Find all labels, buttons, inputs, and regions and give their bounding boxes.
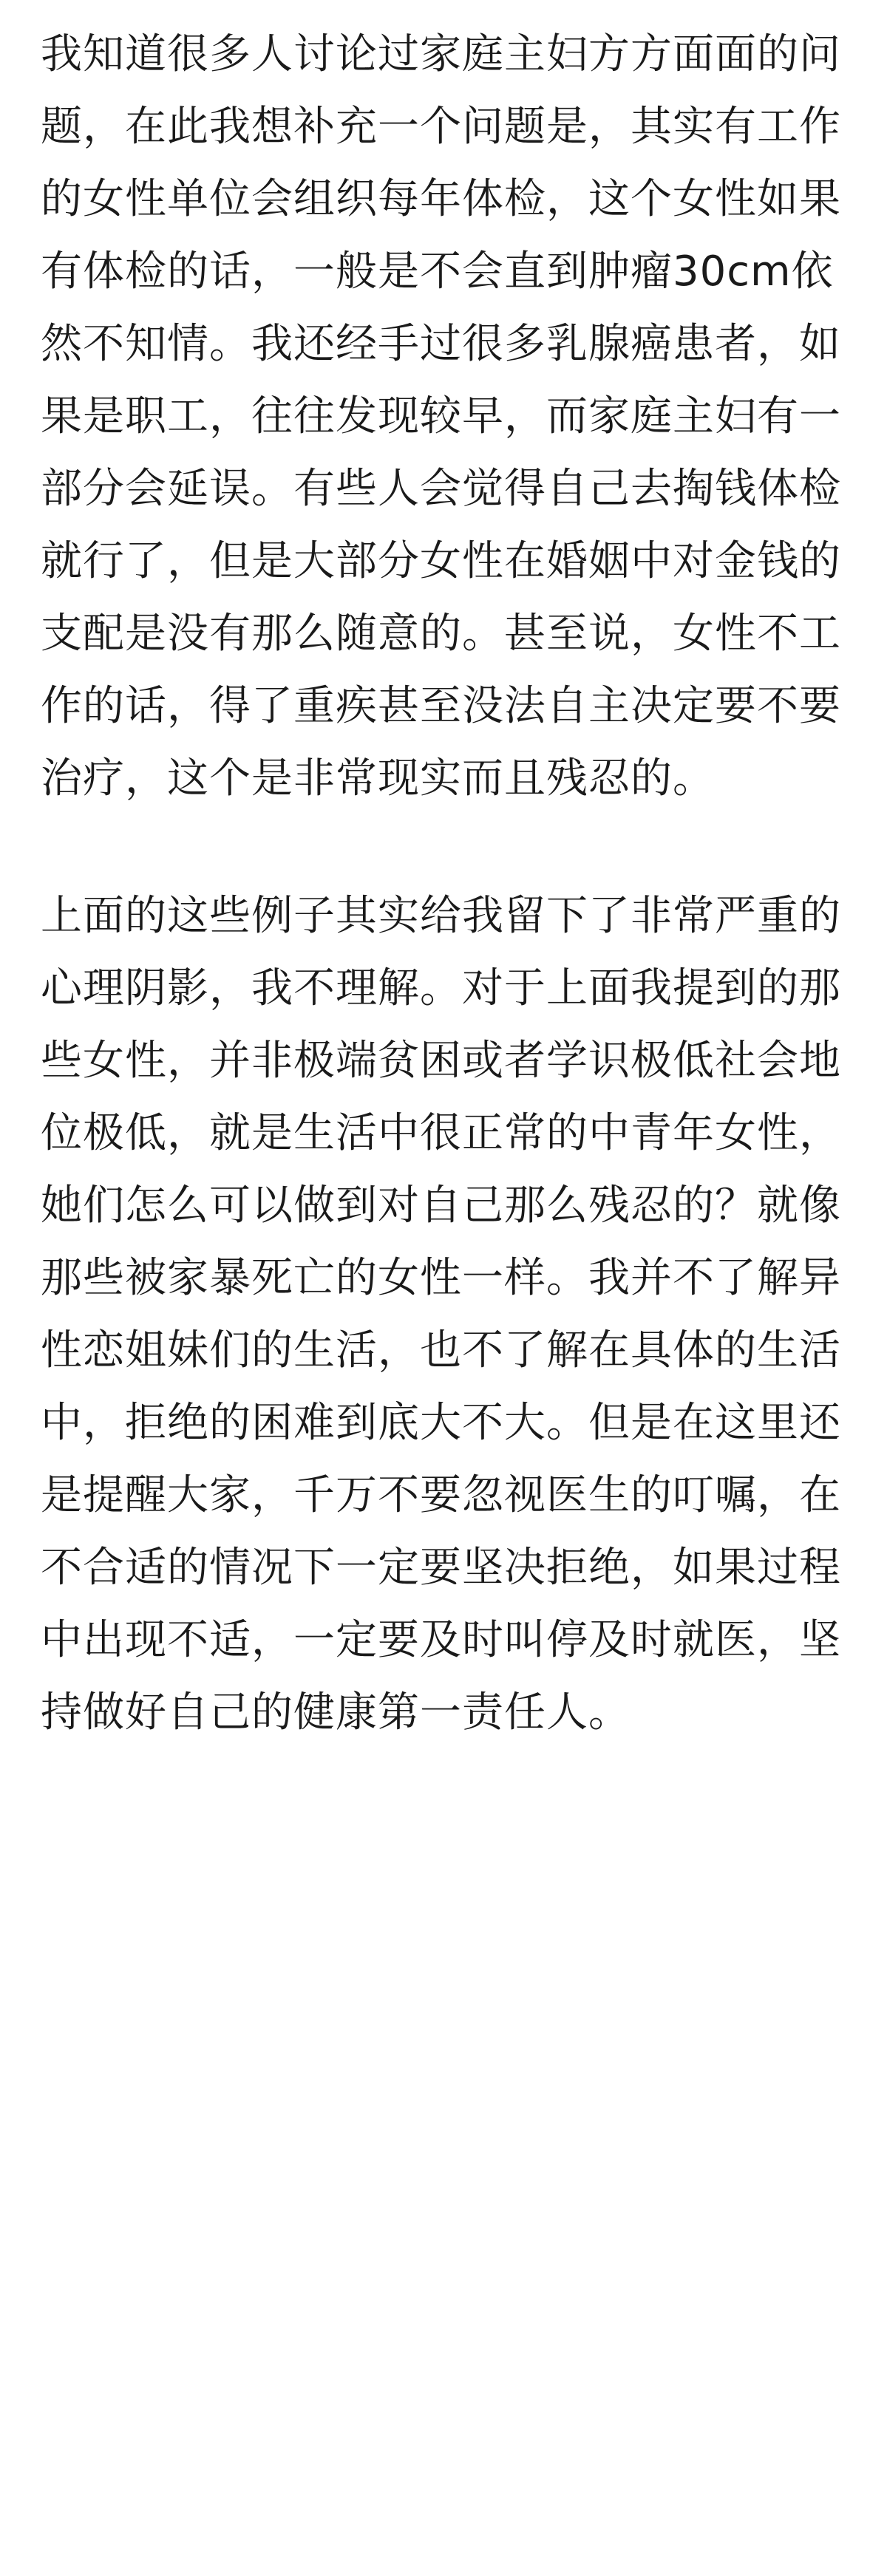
paragraph-1: 我知道很多人讨论过家庭主妇方方面面的问题，在此我想补充一个问题是，其实有工作的女性单位会组织每年体检，这个女性如果有体检的话，一般是不会直到肿瘤30cm依然不知情。我还经手过很多乳腺癌患者，如果是职工，往往发现较早，而家庭主妇有一部分会延误。有些人会觉得自己去掏钱体检就行了，但是大部分女性在婚姻中对金钱的支配是没有那么随意的。甚至说，女性不工作的话，得了重疾甚至没法自主决定要不要治疗，这个是非常现实而且残忍的。 <box>41 30 841 803</box>
article-body <box>41 18 846 1749</box>
paragraph-2: 上面的这些例子其实给我留下了非常严重的心理阴影，我不理解。对于上面我提到的那些女性，并非极端贫困或者学识极低社会地位极低，就是生活中很正常的中青年女性，她们怎么可以做到对自己那么残忍的？就像那些被家暴死亡的女性一样。我并不了解异性恋姐妹们的生活，也不了解在具体的生活中，拒绝的困难到底大不大。但是在这里还是提醒大家，千万不要忽视医生的叮嘱，在不合适的情况下一定要坚决拒绝，如果过程中出现不适，一定要及时叫停及时就医，坚持做好自己的健康第一责任人。 <box>41 892 841 1737</box>
